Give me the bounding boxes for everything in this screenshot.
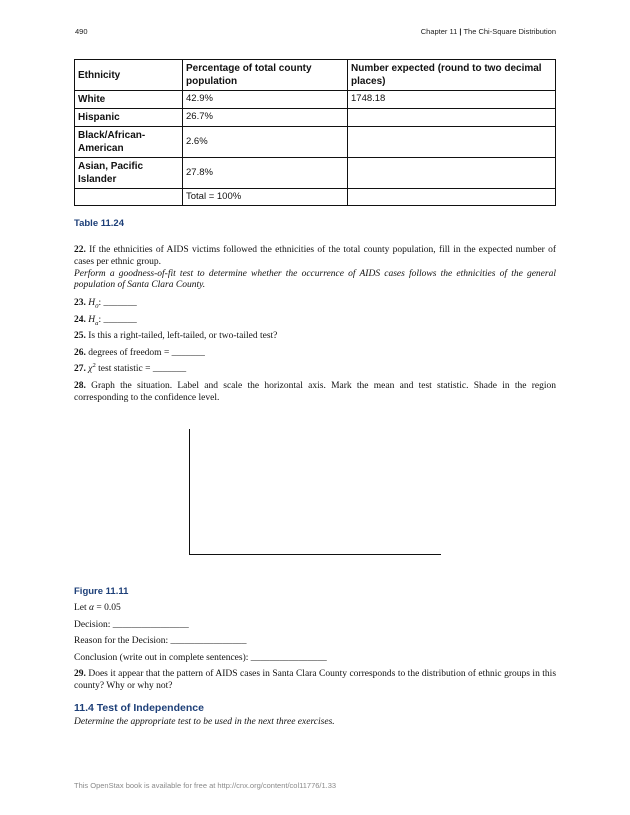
alternative-hypothesis-symbol: H <box>88 315 96 325</box>
table-row <box>75 91 556 109</box>
exercise-text: If the ethnicities of AIDS victims followed the ethnicities of the total county population, fill in the expected number of cases per ethnic group. <box>74 245 556 267</box>
expected-cell <box>348 158 556 189</box>
exercise-26 <box>74 348 556 360</box>
exercise-24 <box>74 315 556 327</box>
exercise-number: 26. <box>74 348 86 358</box>
table-row <box>75 127 556 158</box>
percentage-cell: Total = 100% <box>183 189 348 206</box>
exercise-text: test statistic = _______ <box>95 364 187 374</box>
figure-caption: Figure 11.11 <box>74 586 129 597</box>
ethnicity-table <box>74 59 556 206</box>
exercise-number: 25. <box>74 331 86 341</box>
table-caption: Table 11.24 <box>74 218 124 229</box>
exercise-text: degrees of freedom = _______ <box>88 348 205 358</box>
exercise-number: 29. <box>74 669 86 679</box>
graph-vertical-axis <box>189 429 190 555</box>
exercise-instruction: Perform a goodness-of-fit test to determine whether the occurrence of AIDS cases follows the ethnicities of the general population of Santa Clara County. <box>74 268 556 291</box>
alpha-symbol: α <box>89 603 95 613</box>
chapter-title: The Chi-Square Distribution <box>463 27 556 36</box>
table-row <box>75 109 556 127</box>
exercise-text: Graph the situation. Label and scale the horizontal axis. Mark the mean and test statistic. Shade in the region corresponding to the confidence level. <box>74 381 556 403</box>
table-total-row <box>75 189 556 206</box>
column-header: Number expected (round to two decimal places) <box>348 60 556 91</box>
footer-note: This OpenStax book is available for free at http://cnx.org/content/col11776/1.33 <box>74 781 337 790</box>
exercise-number: 23. <box>74 298 86 308</box>
page-number: 490 <box>75 27 88 36</box>
answer-blank: : _______ <box>98 315 137 325</box>
expected-cell <box>348 109 556 127</box>
alpha-value: = 0.05 <box>94 603 121 613</box>
decision-line: Decision: ________________ <box>74 620 189 630</box>
expected-cell <box>348 127 556 158</box>
ethnicity-cell: Asian, Pacific Islander <box>75 158 183 189</box>
exercise-number: 27. <box>74 364 86 374</box>
conclusion-line: Conclusion (write out in complete sentences): ________________ <box>74 653 327 663</box>
ethnicity-cell: Black/African-American <box>75 127 183 158</box>
graph-horizontal-axis <box>189 554 441 555</box>
alternative-subscript: a <box>95 319 99 327</box>
exercise-28 <box>74 381 556 405</box>
chapter-label: Chapter 11 <box>420 27 458 36</box>
alpha-line <box>74 603 556 615</box>
column-header: Percentage of total county population <box>183 60 348 91</box>
alpha-prefix: Let <box>74 603 90 613</box>
exercise-number: 28. <box>74 381 86 391</box>
exercise-22 <box>74 245 556 292</box>
table-header-row <box>75 60 556 91</box>
percentage-cell: 26.7% <box>183 109 348 127</box>
reason-line: Reason for the Decision: ________________ <box>74 636 247 646</box>
ethnicity-cell: White <box>75 91 183 109</box>
chi-symbol: χ <box>88 364 93 374</box>
expected-cell <box>348 189 556 206</box>
exercise-number: 24. <box>74 315 86 325</box>
percentage-cell: 42.9% <box>183 91 348 109</box>
exercise-23 <box>74 298 556 310</box>
exercise-number: 22. <box>74 245 86 255</box>
ethnicity-cell <box>75 189 183 206</box>
table-row <box>75 158 556 189</box>
section-instruction-text: Determine the appropriate test to be used in the next three exercises. <box>74 717 335 727</box>
chi-superscript: 2 <box>92 361 96 369</box>
header-separator: | <box>459 27 462 36</box>
percentage-cell: 27.8% <box>183 158 348 189</box>
ethnicity-cell: Hispanic <box>75 109 183 127</box>
expected-cell: 1748.18 <box>348 91 556 109</box>
exercise-text: Does it appear that the pattern of AIDS cases in Santa Clara County corresponds to the distribution of ethnic groups in this county? Why or why not? <box>74 669 557 691</box>
null-subscript: 0 <box>95 302 99 310</box>
exercise-text: Is this a right-tailed, left-tailed, or two-tailed test? <box>88 331 278 341</box>
exercise-29 <box>74 669 556 693</box>
exercise-27 <box>74 361 556 376</box>
section-heading: 11.4 Test of Independence <box>74 702 204 714</box>
section-instruction <box>74 717 556 729</box>
running-header <box>421 27 556 36</box>
answer-blank: : _______ <box>98 298 137 308</box>
exercise-25 <box>74 331 556 343</box>
percentage-cell: 2.6% <box>183 127 348 158</box>
column-header: Ethnicity <box>75 60 183 91</box>
null-hypothesis-symbol: H <box>88 298 96 308</box>
